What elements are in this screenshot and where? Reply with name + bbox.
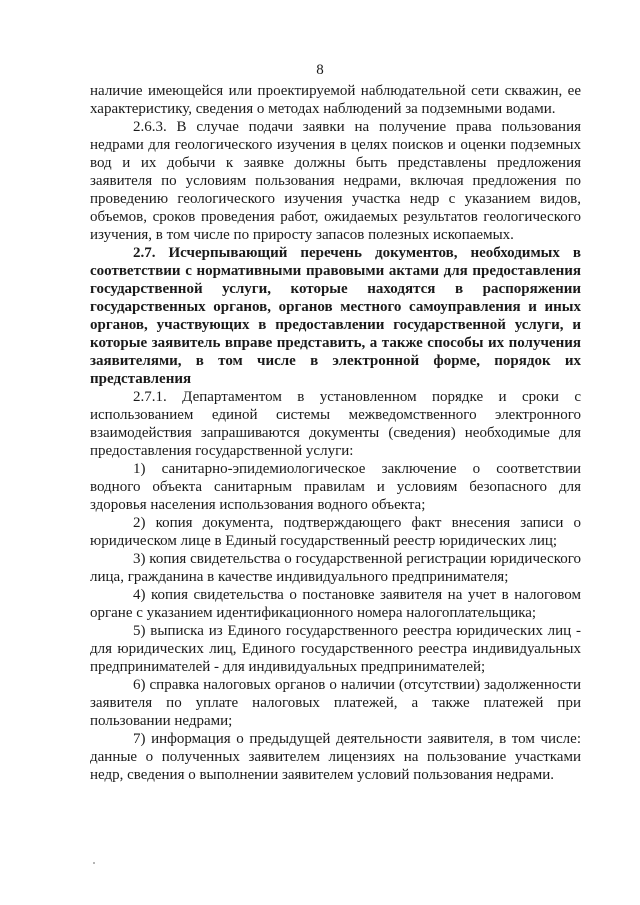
list-item-6: 6) справка налоговых органов о наличии (отсутствии) задолженности заявителя по уплате налоговых платежей, а также платежей при пользовании недрами;	[90, 677, 581, 729]
list-item-2: 2) копия документа, подтверждающего факт внесения записи о юридическом лице в Единый государственный реестр юридических лиц;	[90, 515, 581, 549]
paragraph-clause-2-6-3: 2.6.3. В случае подачи заявки на получение права пользования недрами для геологического изучения в целях поисков и оценки подземных вод и их добычи к заявке должны быть представлены предложения заявителя по условиям пользования недрами, включая предложения по проведению геологического изучения участка недр с указанием видов, объемов, сроков проведения работ, ожидаемых результатов геологического изучения, в том числе по приросту запасов полезных ископаемых.	[90, 119, 581, 243]
page-number: 8	[316, 62, 324, 78]
section-heading-2-7: 2.7. Исчерпывающий перечень документов, необходимых в соответствии с нормативными правовыми актами для предоставления государственной услуги, которые находятся в распоряжении государственных органов, органов местного самоуправления и иных органов, участвующих в предоставлении государственной услуги, и которые заявитель вправе представить, а также способы их получения заявителями, в том числе в электронной форме, порядок их представления	[90, 245, 581, 387]
list-item-4: 4) копия свидетельства о постановке заявителя на учет в налоговом органе с указанием идентификационного номера налогоплательщика;	[90, 587, 581, 621]
list-item-1: 1) санитарно-эпидемиологическое заключение о соответствии водного объекта санитарным правилам и условиям безопасного для здоровья населения использования водного объекта;	[90, 461, 581, 513]
paragraph-intro-continuation: наличие имеющейся или проектируемой наблюдательной сети скважин, ее характеристику, сведения о методах наблюдений за подземными водами.	[90, 83, 581, 117]
list-item-7: 7) информация о предыдущей деятельности заявителя, в том числе: данные о полученных заявителем лицензиях на пользование участками недр, сведения о выполнении заявителем условий пользования недрами.	[90, 731, 581, 783]
list-item-5: 5) выписка из Единого государственного реестра юридических лиц - для юридических лиц, Единого государственного реестра индивидуальных предпринимателей - для индивидуальных предпринимателей;	[90, 623, 581, 675]
list-item-3: 3) копия свидетельства о государственной регистрации юридического лица, гражданина в качестве индивидуального предпринимателя;	[90, 551, 581, 585]
scan-speck	[93, 862, 95, 864]
paragraph-clause-2-7-1: 2.7.1. Департаментом в установленном порядке и сроки с использованием единой системы межведомственного электронного взаимодействия запрашиваются документы (сведения) необходимые для предоставления государственной услуги:	[90, 389, 581, 459]
document-body	[90, 82, 581, 784]
